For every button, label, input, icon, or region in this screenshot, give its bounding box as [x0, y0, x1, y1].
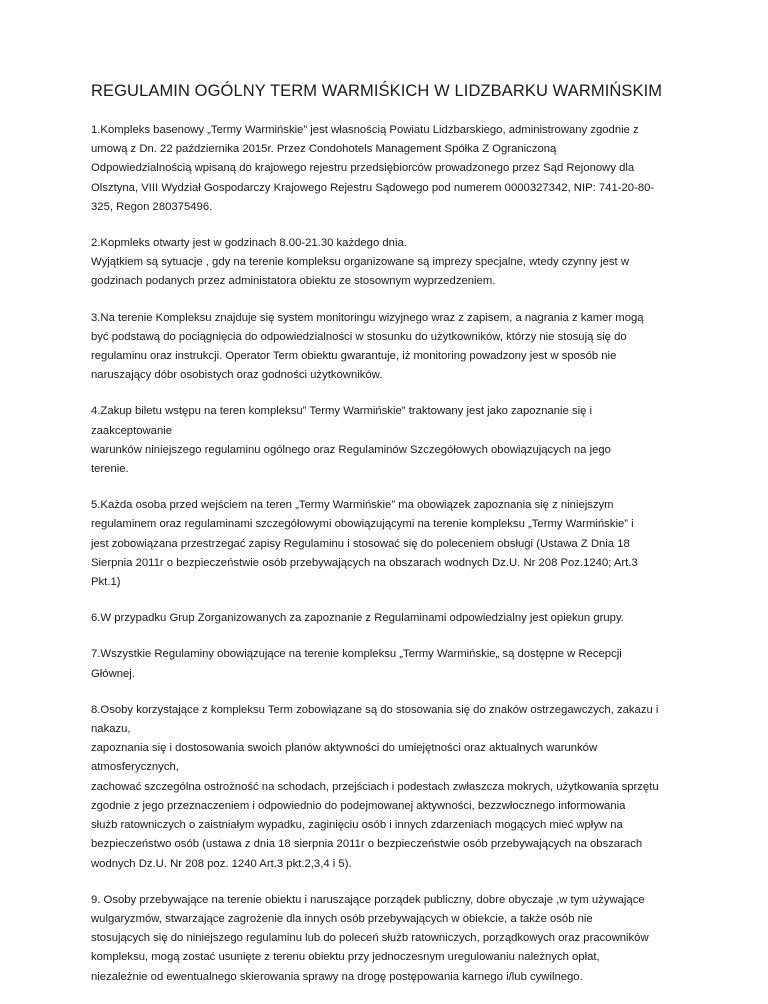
paragraph-line: 1.Kompleks basenowy „Termy Warmińskie” jest własnością Powiatu Lidzbarskiego, administrowany zgodnie z [91, 124, 639, 136]
paragraph-line: 3.Na terenie Kompleksu znajduje się system monitoringu wizyjnego wraz z zapisem, a nagrania z kamer mogą [91, 311, 644, 324]
paragraph-line: umową z Dn. 22 października 2015r. Przez Condohotels Management Spółka Z Ograniczoną [91, 143, 557, 156]
paragraph-line: zapoznania się i dostosowania swoich planów aktywności do umiejętności oraz aktualnych warunków [91, 742, 598, 755]
paragraph-line: służb ratowniczych o zaistniałym wypadku, zaginięciu osób i innych zdarzeniach mogących mieć wpływ na [91, 819, 623, 832]
paragraph-line: regulaminem oraz regulaminami szczegółowymi obowiązującymi na terenie kompleksu „Termy Warmińskie” i [91, 518, 634, 531]
regulation-paragraph-5 [91, 496, 691, 592]
paragraph-line: Wyjątkiem są sytuacje , gdy na terenie kompleksu organizowane są imprezy specjalne, wtedy czynny jest w [91, 256, 629, 269]
paragraph-line: Odpowiedzialnością wpisaną do krajowego rejestru przedsiębiorców prowadzonego przez Sąd Rejonowy dla [91, 162, 635, 175]
paragraph-line: 6.W przypadku Grup Zorganizowanych za zapoznanie z Regulaminami odpowiedzialny jest opiekun grupy. [91, 612, 624, 625]
regulation-paragraph-3 [91, 309, 691, 386]
paragraph-line: 2.Kopmleks otwarty jest w godzinach 8.00-21.30 każdego dnia. [91, 237, 407, 250]
paragraph-line: wulgaryzmów, stwarzające zagrożenie dla innych osób przebywających w obiekcie, a także osób nie [91, 912, 593, 925]
paragraph-line: 4.Zakup biletu wstępu na teren kompleksu” Termy Warmińskie” traktowany jest jako zapoznanie się i [91, 405, 593, 418]
paragraph-line: Olsztyna, VIII Wydział Gospodarczy Krajowego Rejestru Sądowego pod numerem 0000327342, NIP: 741-20-80- [91, 181, 655, 194]
regulation-paragraph-2 [91, 234, 691, 292]
regulation-paragraph-6 [91, 609, 691, 628]
paragraph-line: terenie. [91, 463, 129, 476]
paragraph-line: zaakceptowanie [91, 424, 173, 437]
regulation-paragraph-8 [91, 701, 691, 874]
paragraph-line: Pkt.1) [91, 576, 121, 589]
paragraph-line: niezależnie od ewentualnego skierowania sprawy na drogę postępowania karnego i/lub cywilnego. [91, 970, 583, 983]
document-page [91, 82, 691, 1004]
regulation-paragraph-1 [91, 121, 691, 217]
paragraph-line: stosujących się do niniejszego regulaminu lub do poleceń służb ratowniczych, porządkowych oraz pracowników [91, 932, 649, 945]
paragraph-line: nakazu, [91, 723, 131, 736]
paragraph-line: 8.Osoby korzystające z kompleksu Term zobowiązane są do stosowania się do znaków ostrzegawczych, zakazu i [91, 703, 659, 716]
paragraph-line: 7.Wszystkie Regulaminy obowiązujące na terenie kompleksu „Termy Warmińskie„ są dostępne w Recepcji [91, 648, 622, 661]
paragraph-line: atmosferycznych, [91, 761, 179, 774]
paragraph-line: zgodnie z jego przeznaczeniem i odpowiednio do podejmowanej aktywności, bezzwłocznego informowania [91, 799, 626, 812]
paragraph-line: 5.Każda osoba przed wejściem na teren „Termy Warmińskie” ma obowiązek zapoznania się z niniejszym [91, 499, 614, 512]
regulation-paragraph-9 [91, 891, 691, 987]
paragraph-list [91, 121, 691, 987]
paragraph-line: być podstawą do pociągnięcia do odpowiedzialności w stosunku do użytkowników, którzy nie stosują się do [91, 330, 627, 343]
paragraph-line: zachować szczególna ostrożność na schodach, przejściach i podestach zwłaszcza mokrych, użytkowania sprzętu [91, 780, 659, 793]
paragraph-line: Głównej. [91, 667, 135, 680]
paragraph-line: wodnych Dz.U. Nr 208 poz. 1240 Art.3 pkt.2,3,4 i 5). [91, 857, 352, 870]
paragraph-line: warunków niniejszego regulaminu ogólnego oraz Regulaminów Szczegółowych obowiązujących na jego [91, 443, 611, 456]
paragraph-line: naruszający dóbr osobistych oraz godności użytkowników. [91, 369, 383, 382]
paragraph-line: bezpieczeństwo osób (ustawa z dnia 18 sierpnia 2011r o bezpieczeństwie osób przebywających na obszarach [91, 838, 643, 851]
paragraph-line: 9. Osoby przebywające na terenie obiektu i naruszające porządek publiczny, dobre obyczaje ,w tym używające [91, 893, 645, 906]
document-title: REGULAMIN OGÓLNY TERM WARMIŚKICH W LIDZBARKU WARMIŃSKIM [91, 82, 663, 100]
regulation-paragraph-7 [91, 645, 691, 683]
paragraph-line: jest zobowiązana przestrzegać zapisy Regulaminu i stosować się do poleceniem obsługi (Ustawa Z Dnia 18 [91, 537, 630, 550]
paragraph-line: kompleksu, mogą zostać usunięte z terenu obiektu przy jednoczesnym uregulowaniu należnych opłat, [91, 951, 600, 964]
paragraph-line: godzinach podanych przez administatora obiektu ze stosownym wyprzedzeniem. [91, 275, 496, 288]
paragraph-line: 325, Regon 280375496. [91, 200, 213, 213]
regulation-paragraph-4 [91, 402, 691, 479]
paragraph-line: Sierpnia 2011r o bezpieczeństwie osób przebywających na obszarach wodnych Dz.U. Nr 208 Poz.1240; Art.3 [91, 556, 638, 569]
paragraph-line: regulaminu oraz instrukcji. Operator Term obiektu gwarantuje, iż monitoring powadzony jest w sposób nie [91, 350, 617, 363]
